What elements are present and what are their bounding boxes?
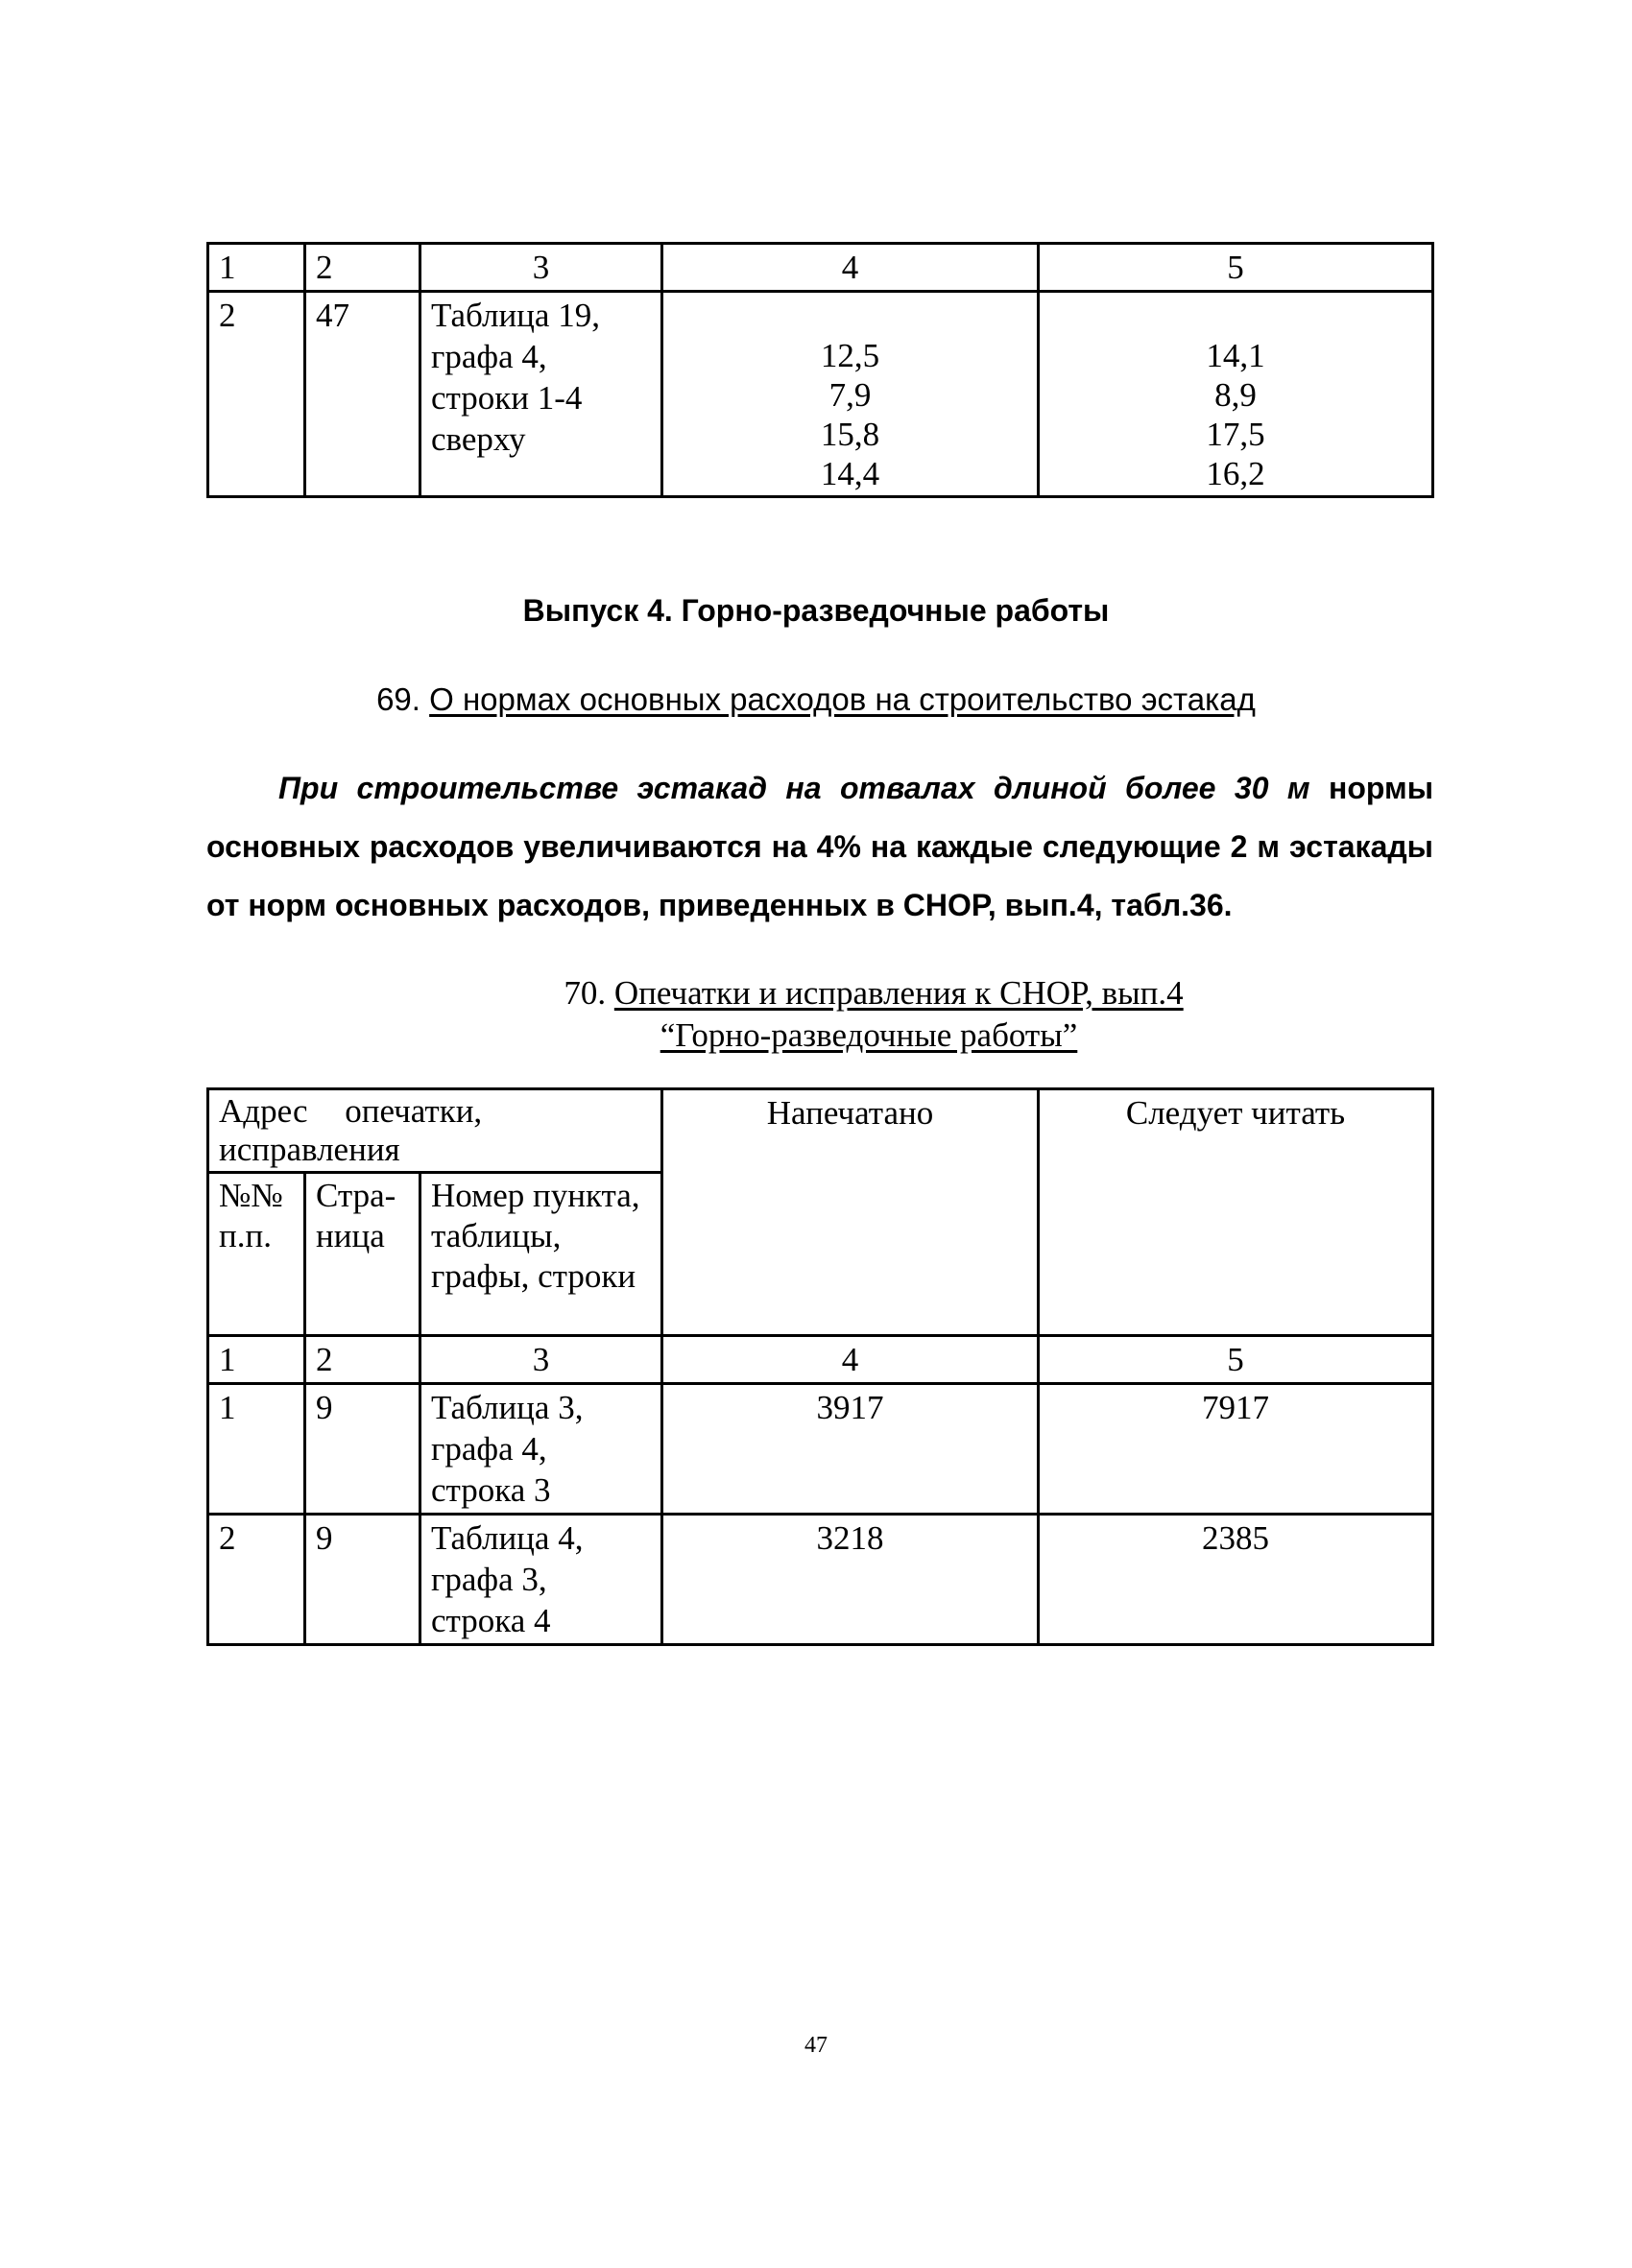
row-printed: 3218 [662, 1515, 1039, 1645]
section-title: Выпуск 4. Горно-разведочные работы [522, 593, 1110, 628]
row-number: 1 [208, 1384, 305, 1515]
row-page: 47 [305, 292, 420, 497]
row-page: 9 [305, 1515, 420, 1645]
address-line: сверху [431, 420, 526, 458]
item-line: графа 3, [431, 1561, 547, 1598]
item-line: Таблица 3, [431, 1389, 584, 1426]
printed-value: 15,8 [820, 416, 880, 453]
clause-number: 70. [564, 974, 607, 1012]
table-header-row [208, 244, 1433, 292]
page-number: 47 [804, 2033, 828, 2058]
table-header-row [208, 1089, 1433, 1173]
clause-title: Опечатки и исправления к СНОР, вып.4 [613, 974, 1184, 1012]
printed-value: 7,9 [828, 376, 872, 414]
clause-70-line-1 [0, 972, 1632, 1015]
address-line: графа 4, [431, 338, 547, 375]
column-number: 1 [208, 1336, 305, 1384]
table-row [208, 1384, 1433, 1515]
column-number: 5 [1039, 1336, 1433, 1384]
clause-69-paragraph [206, 759, 1433, 935]
printed-value: 12,5 [820, 337, 880, 374]
header-cell: 3 [420, 244, 662, 292]
row-item [420, 1515, 662, 1645]
header-num: №№ п.п. [208, 1173, 305, 1336]
table-row [208, 1515, 1433, 1645]
correct-value: 14,1 [1206, 337, 1265, 374]
item-line: строка 4 [431, 1602, 551, 1639]
header-cell: 5 [1039, 244, 1433, 292]
correct-value: 16,2 [1206, 455, 1265, 492]
header-page: Стра-ница [305, 1173, 420, 1336]
header-correct: Следует читать [1039, 1089, 1433, 1336]
corrections-table [206, 1087, 1434, 1646]
row-address [420, 292, 662, 497]
correct-value: 17,5 [1206, 416, 1265, 453]
item-line: строка 3 [431, 1471, 551, 1509]
paragraph-text: нормы основных расходов увеличиваются на 4% на каждые следующие 2 м эстакады от норм основных расходов, приведенных в СНОР, вып.4, табл.36. [206, 771, 1434, 922]
row-item [420, 1384, 662, 1515]
clause-69-heading [0, 681, 1632, 718]
header-address: Адрес опечатки, исправления [208, 1089, 662, 1173]
row-printed [662, 292, 1039, 497]
header-printed: Напечатано [662, 1089, 1039, 1336]
header-cell: 2 [305, 244, 420, 292]
printed-value: 14,4 [820, 455, 880, 492]
header-item: Номер пункта, таблицы, графы, строки [420, 1173, 662, 1336]
corrections-table-continued [206, 242, 1434, 498]
clause-70-heading [0, 972, 1632, 1057]
column-number: 4 [662, 1336, 1039, 1384]
clause-title: О нормах основных расходов на строительство эстакад [429, 681, 1256, 717]
column-number: 2 [305, 1336, 420, 1384]
item-line: Таблица 4, [431, 1519, 584, 1557]
row-correct: 2385 [1039, 1515, 1433, 1645]
row-number: 2 [208, 292, 305, 497]
row-printed: 3917 [662, 1384, 1039, 1515]
header-cell: 1 [208, 244, 305, 292]
header-cell: 4 [662, 244, 1039, 292]
column-number: 3 [420, 1336, 662, 1384]
row-page: 9 [305, 1384, 420, 1515]
paragraph-italic: При строительстве эстакад на отвалах длиной более 30 м [278, 771, 1310, 805]
row-number: 2 [208, 1515, 305, 1645]
row-correct [1039, 292, 1433, 497]
column-number-row [208, 1336, 1433, 1384]
clause-number: 69. [376, 681, 420, 717]
address-line: строки 1-4 [431, 379, 583, 417]
correct-value: 8,9 [1214, 376, 1257, 414]
address-line: Таблица 19, [431, 297, 600, 334]
item-line: графа 4, [431, 1430, 547, 1468]
row-correct: 7917 [1039, 1384, 1433, 1515]
clause-70-line-2: “Горно-разведочные работы” [660, 1016, 1078, 1054]
table-row [208, 292, 1433, 497]
